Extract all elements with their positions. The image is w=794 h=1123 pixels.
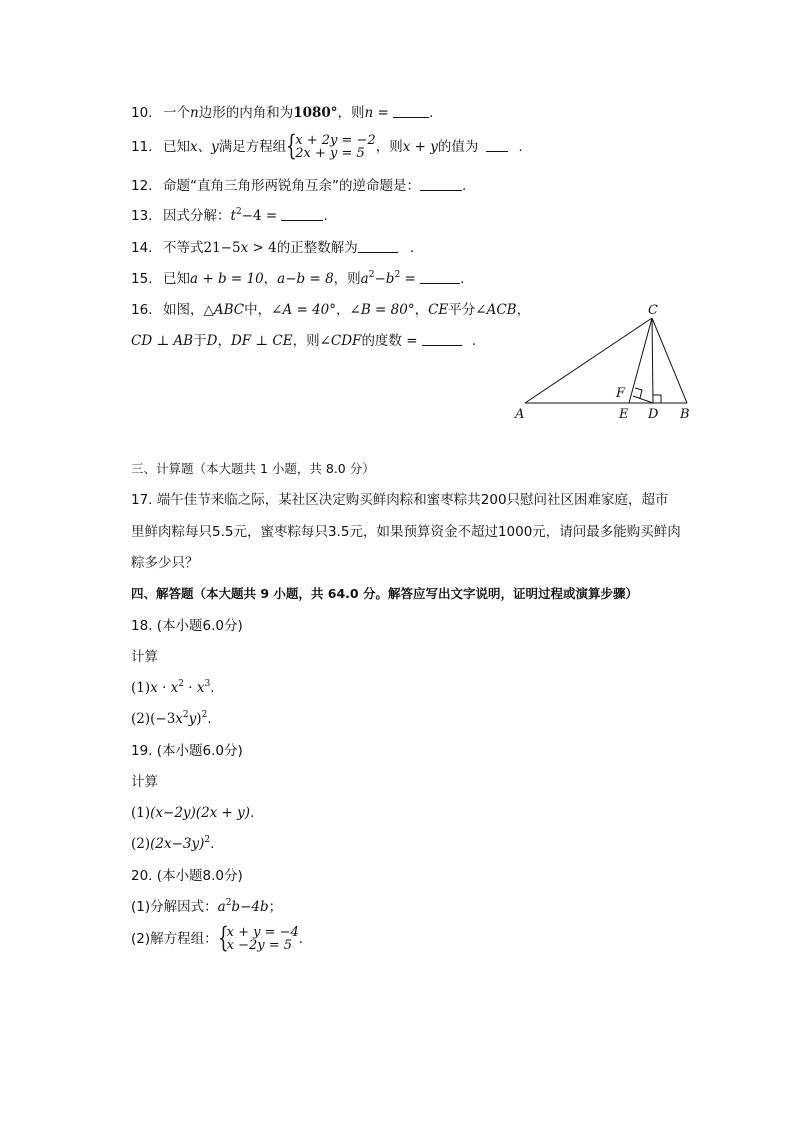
- punctuation: .: [409, 240, 414, 256]
- part-label: (1): [131, 680, 151, 696]
- variable: y: [211, 139, 219, 155]
- exponent: 2: [394, 270, 401, 280]
- variable: x: [170, 680, 179, 696]
- question-number: 15.: [131, 271, 153, 287]
- question-19-header: 19. (本小题6.0分): [131, 743, 243, 759]
- punctuation: .: [210, 680, 215, 696]
- punctuation: .: [323, 208, 328, 224]
- exponent: 2: [201, 710, 208, 720]
- question-text: 的值为: [437, 139, 479, 155]
- equals-sign: =: [400, 271, 421, 287]
- question-text: 的度数 =: [361, 333, 422, 349]
- question-text: 于: [193, 333, 207, 349]
- question-19-instruction: 计算: [131, 774, 158, 790]
- exponent: 2: [204, 835, 211, 845]
- section-4-title: 四、解答题（本大题共 9 小题，共 64.0 分。解答应写出文字说明，证明过程或演算步骤）: [131, 586, 638, 601]
- question-number: 16.: [131, 302, 153, 318]
- expression: a + b = 10: [190, 271, 264, 287]
- expression: ∠A = 40°: [271, 302, 337, 318]
- variable: y: [188, 711, 197, 727]
- question-text: 因式分解：: [163, 208, 231, 224]
- operator: ·: [183, 680, 197, 696]
- question-10: [131, 104, 433, 122]
- expression: CE: [428, 302, 449, 318]
- expression: 21−5: [203, 240, 241, 256]
- section-3-title: 三、计算题（本大题共 1 小题，共 8.0 分）: [131, 461, 375, 476]
- expression: ∠B = 80°: [349, 302, 415, 318]
- question-19-part-2: [131, 835, 214, 853]
- answer-blank[interactable]: [393, 105, 429, 118]
- answer-blank[interactable]: [358, 240, 398, 253]
- punctuation: ；: [268, 899, 283, 915]
- equation-row: 2x + y = 5: [295, 146, 365, 161]
- question-text: ，则: [375, 139, 403, 155]
- question-14: [131, 239, 414, 257]
- part-label: (1)分解因式：: [131, 899, 218, 915]
- equation-system: [217, 921, 299, 954]
- label-b: B: [680, 407, 690, 422]
- answer-blank[interactable]: [281, 208, 323, 221]
- question-18-header: 18. (本小题6.0分): [131, 618, 243, 634]
- variable: n: [364, 105, 374, 121]
- equation-row: x + y = −4: [226, 925, 299, 940]
- question-text: 已知: [163, 139, 190, 155]
- variable: x: [175, 711, 183, 727]
- question-13: [131, 207, 328, 225]
- question-20-part-1: [131, 898, 282, 916]
- question-17-line-3: 粽多少只？: [131, 555, 199, 571]
- expression: ): [196, 711, 202, 727]
- variable: x: [196, 680, 205, 696]
- part-label: (2): [131, 711, 151, 727]
- question-text: 边形的内角和为: [198, 105, 294, 121]
- question-text: 的正整数解为: [276, 240, 358, 256]
- question-15: [131, 270, 464, 288]
- brace-glyph: {: [286, 129, 297, 162]
- label-c: C: [648, 303, 658, 318]
- question-text: 一个: [163, 105, 190, 121]
- exponent: 2: [235, 207, 242, 217]
- punctuation: .: [518, 139, 523, 155]
- exponent: 3: [204, 679, 211, 689]
- answer-blank[interactable]: [486, 139, 508, 152]
- variable: a: [217, 899, 226, 915]
- question-16-line-1: [131, 301, 530, 319]
- question-number: 11.: [131, 139, 153, 155]
- question-text: 命题“直角三角形两锐角互余”的逆命题是：: [163, 178, 420, 194]
- question-19-part-1: [131, 804, 254, 822]
- expression: ∠CDF: [319, 333, 362, 349]
- operator: ·: [157, 680, 171, 696]
- minus-sign: −: [374, 271, 386, 287]
- punctuation: ，: [414, 302, 429, 318]
- expression: DF ⊥ CE: [230, 333, 293, 349]
- question-17-line-1: 17. 端午佳节来临之际，某社区决定购买鲜肉粽和蜜枣粽共200只慰问社区困难家庭，超市: [131, 492, 669, 508]
- triangle-figure: [505, 300, 705, 425]
- question-text: 中，: [244, 302, 272, 318]
- question-20-part-2: [131, 921, 304, 954]
- label-f: F: [616, 386, 626, 401]
- question-text: 满足方程组: [218, 139, 287, 155]
- expression: b−4b: [231, 899, 269, 915]
- segment-cd: [652, 318, 653, 403]
- value: 1080°: [293, 105, 338, 121]
- expression: −4 =: [241, 208, 282, 224]
- equation-row: x + 2y = −2: [295, 133, 376, 148]
- part-label: (2)解方程组：: [131, 931, 218, 947]
- label-d: D: [648, 407, 659, 422]
- expression: (x−2y)(2x + y): [150, 805, 251, 821]
- question-18-part-1: [131, 679, 215, 697]
- part-label: (2): [131, 836, 151, 852]
- punctuation: .: [298, 931, 304, 947]
- right-angle-mark-f: [635, 388, 642, 398]
- segment-bc: [652, 318, 687, 403]
- segment-df: [633, 396, 653, 403]
- variable: x: [190, 139, 198, 155]
- question-16-line-2: [131, 332, 476, 350]
- question-text: 平分: [448, 302, 476, 318]
- variable: a: [360, 271, 369, 287]
- equation-system: [286, 129, 376, 162]
- question-text: ，则: [292, 333, 320, 349]
- question-text: 不等式: [163, 240, 204, 256]
- answer-blank[interactable]: [420, 271, 460, 284]
- answer-blank[interactable]: [422, 333, 462, 346]
- question-number: 14.: [131, 240, 153, 256]
- punctuation: .: [471, 333, 477, 349]
- punctuation: .: [250, 805, 255, 821]
- question-18-instruction: 计算: [131, 649, 158, 665]
- question-12: [131, 177, 466, 195]
- expression: ∠ACB: [475, 302, 517, 318]
- punctuation: 、: [197, 139, 212, 155]
- question-text: 已知: [163, 271, 190, 287]
- equation-row: x −2y = 5: [226, 938, 293, 953]
- punctuation: .: [462, 178, 467, 194]
- punctuation: .: [460, 271, 465, 287]
- punctuation: ，: [217, 333, 231, 349]
- question-18-part-2: [131, 710, 212, 728]
- punctuation: .: [210, 836, 215, 852]
- expression: △ABC: [203, 302, 245, 318]
- punctuation: .: [429, 105, 434, 121]
- question-20-header: 20. (本小题8.0分): [131, 868, 243, 884]
- question-number: 12.: [131, 178, 153, 194]
- variable: x: [240, 240, 249, 256]
- punctuation: ，: [263, 271, 278, 287]
- part-label: (1): [131, 805, 151, 821]
- question-17-line-2: 里鲜肉粽每只5.5元，蜜枣粽每只3.5元，如果预算资金不超过1000元，请问最多能购买鲜肉: [131, 524, 681, 540]
- exponent: 2: [368, 270, 375, 280]
- expression: a−b = 8: [277, 271, 334, 287]
- expression: (2x−3y): [150, 836, 205, 852]
- equals-sign: =: [373, 105, 394, 121]
- right-angle-mark-d: [653, 395, 661, 403]
- question-text: 如图，: [163, 302, 204, 318]
- question-number: 13.: [131, 208, 153, 224]
- answer-blank[interactable]: [420, 178, 462, 191]
- variable: n: [190, 105, 199, 121]
- variable: x: [150, 680, 158, 696]
- expression: > 4: [248, 240, 277, 256]
- question-text: ，则: [333, 271, 361, 287]
- exponent: 2: [225, 898, 232, 908]
- expression: CD ⊥ AB: [131, 333, 194, 349]
- brace-glyph: {: [217, 921, 229, 954]
- question-11: [131, 129, 523, 162]
- expression: (−3: [150, 711, 176, 727]
- punctuation: ，: [516, 302, 531, 318]
- label-e: E: [619, 407, 629, 422]
- question-text: ，则: [337, 105, 365, 121]
- expression: x + y: [402, 139, 438, 155]
- question-number: 10.: [131, 105, 153, 121]
- punctuation: .: [207, 711, 212, 727]
- label-a: A: [515, 407, 525, 422]
- variable: t: [230, 208, 236, 224]
- exponent: 2: [178, 679, 184, 689]
- variable: b: [385, 271, 395, 287]
- variable: D: [206, 333, 218, 349]
- exponent: 2: [182, 710, 189, 720]
- punctuation: ，: [336, 302, 350, 318]
